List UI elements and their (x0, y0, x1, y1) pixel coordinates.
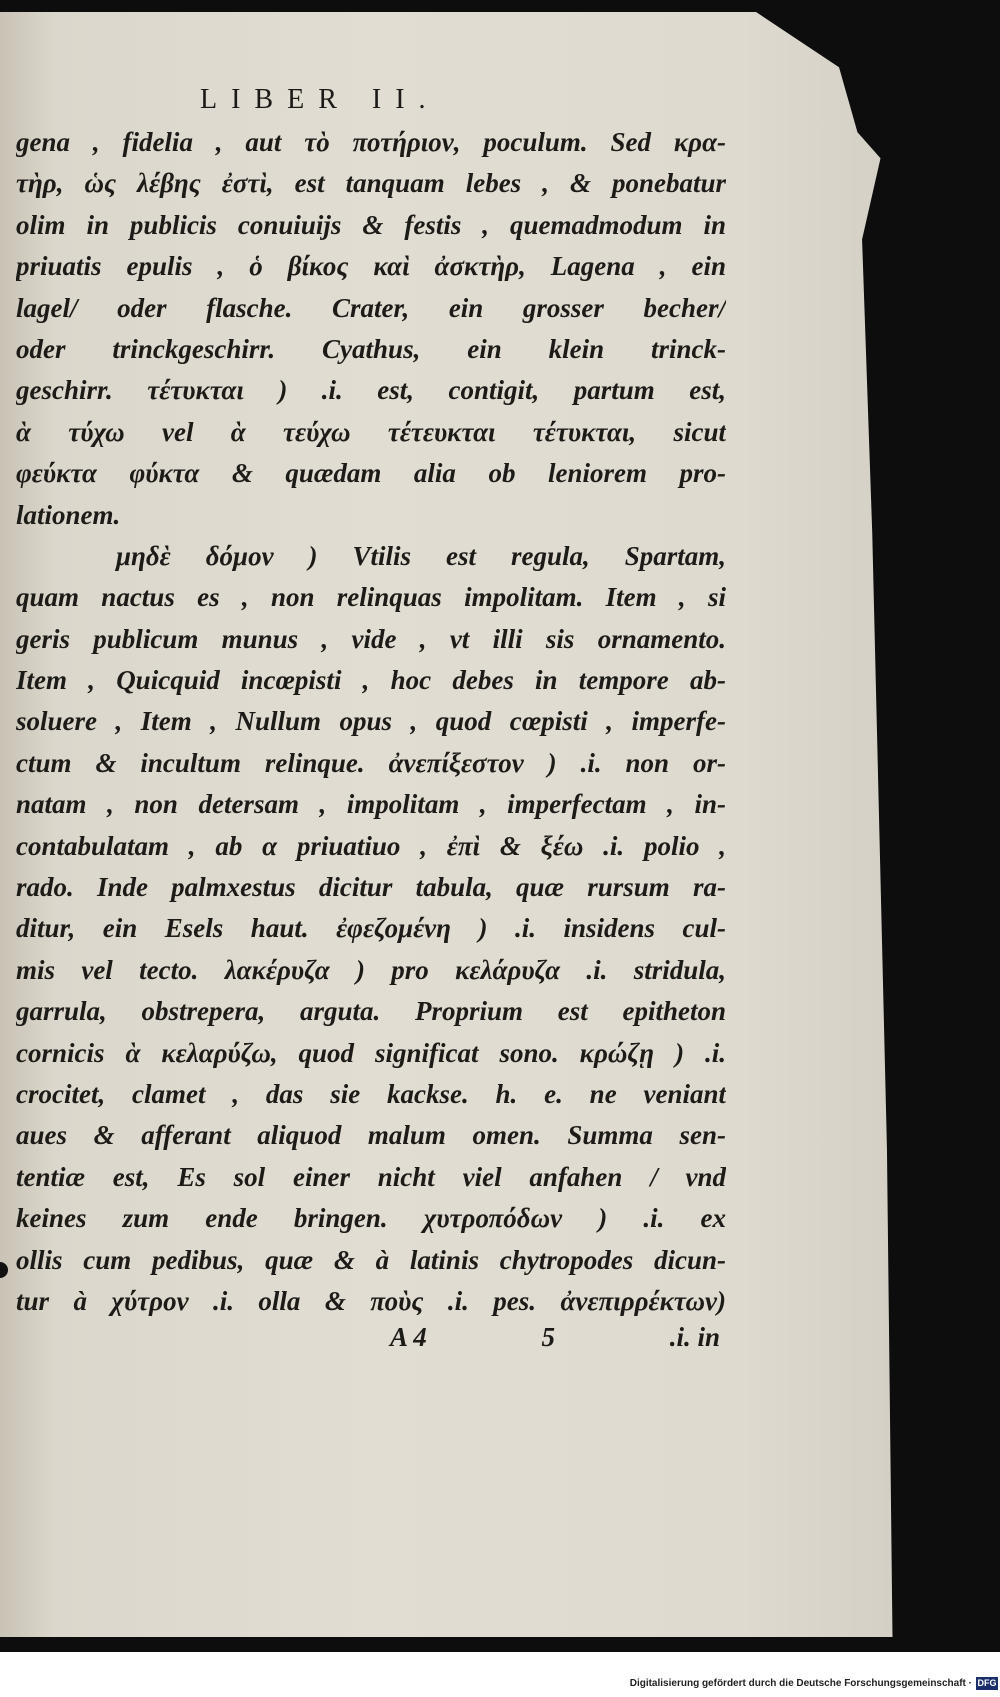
text-line: lationem. (16, 499, 121, 530)
text-line: φεύκτα φύκτα & quædam alia ob leniorem pro- (16, 458, 726, 489)
signature-mark: A 4 (390, 1322, 427, 1352)
text-line: tentiæ est, Es sol einer nicht viel anfahen / vnd (16, 1161, 726, 1192)
text-line: μηδὲ δόμον ) Vtilis est regula, Spartam, (116, 540, 726, 571)
funding-credit: Digitalisierung gefördert durch die Deutsche Forschungsgemeinschaft · (629, 1678, 972, 1689)
text-line: ctum & incultum relinque. ἀνεπίξεστον ) .i. non or- (16, 747, 726, 778)
text-line: olim in publicis conuiuijs & festis , quemadmodum in (16, 209, 726, 240)
text-line: tur à χύτρον .i. olla & ποὺς .i. pes. ἀνεπιρρέκτων) (16, 1285, 726, 1316)
text-line: geschirr. τέτυκται ) .i. est, contigit, partum est, (16, 375, 726, 406)
dfg-logo: DFG (977, 1678, 997, 1688)
running-head: LIBER II. (200, 84, 440, 115)
text-line: crocitet, clamet , das sie kackse. h. e. ne veniant (16, 1078, 726, 1109)
text-line: natam , non detersam , impolitam , imperfectam , in- (16, 789, 726, 820)
text-line: geris publicum munus , vide , vt illi sis ornamento. (16, 623, 726, 654)
text-line: contabulatam , ab α priuatiuo , ἐπὶ & ξέω .i. polio , (16, 830, 726, 861)
catchword: .i. in (669, 1322, 720, 1352)
text-line: aues & afferant aliquod malum omen. Summa sen- (16, 1120, 726, 1151)
text-line: soluere , Item , Nullum opus , quod cœpisti , imperfe- (16, 706, 726, 737)
text-line: ὰ τύχω vel ὰ τεύχω τέτευκται τέτυκται, sicut (16, 416, 726, 447)
text-line: quam nactus es , non relinquas impolitam. Item , si (16, 582, 726, 613)
text-line: τὴρ, ὡς λέβης ἐστὶ, est tanquam lebes , & ponebatur (16, 168, 726, 199)
text-line: cornicis ὰ κελαρύζω, quod significat sono. κρώζῃ ) .i. (16, 1037, 726, 1068)
text-line: lagel/ oder flasche. Crater, ein grosser becher/ (16, 292, 726, 323)
text-line: ollis cum pedibus, quæ & à latinis chytropodes dicun- (16, 1244, 726, 1275)
text-line: priuatis epulis , ὁ βίκος καὶ ἀσκτὴρ, Lagena , ein (16, 251, 726, 282)
text-line: oder trinckgeschirr. Cyathus, ein klein trinck- (16, 333, 726, 364)
text-line: keines zum ende bringen. χυτροπόδων ) .i. ex (16, 1203, 726, 1234)
text-line: garrula, obstrepera, arguta. Proprium est epitheton (16, 996, 726, 1027)
credit-banner (0, 1652, 1000, 1697)
body-text (16, 122, 726, 1322)
text-line: rado. Inde palmxestus dicitur tabula, quæ rursum ra- (16, 872, 726, 903)
text-line: ditur, ein Esels haut. ἐφεζομένη ) .i. insidens cul- (16, 913, 726, 944)
text-line: mis vel tecto. λακέρυζα ) pro κελάρυζα .i. stridula, (16, 954, 726, 985)
text-line: Item , Quicquid incœpisti , hoc debes in tempore ab- (16, 665, 726, 696)
page-footer (390, 1322, 720, 1353)
text-line: gena , fidelia , aut τὸ ποτήριον, poculum. Sed κρα- (16, 127, 726, 157)
signature-number: 5 (541, 1322, 555, 1352)
